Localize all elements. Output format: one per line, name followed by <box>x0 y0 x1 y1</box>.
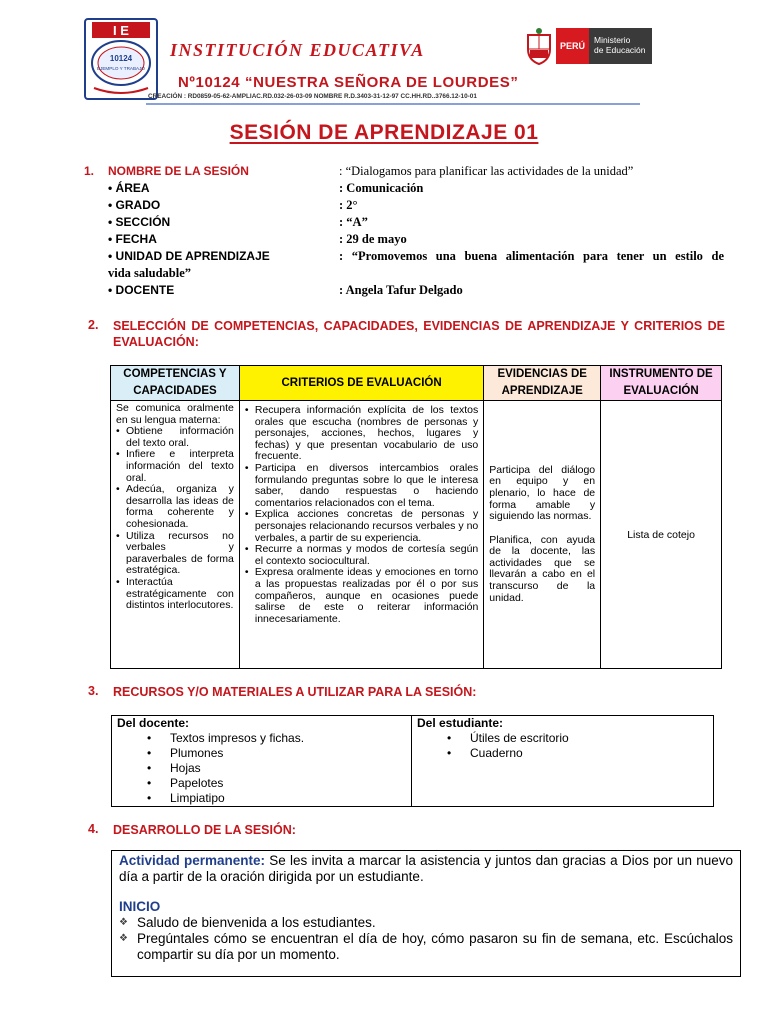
session-info <box>84 164 724 300</box>
activity-paragraph <box>119 853 733 885</box>
section-title: RECURSOS Y/O MATERIALES A UTILIZAR PARA LA SESIÓN: <box>113 685 477 699</box>
competencia-intro: Se comunica oralmente en su lengua materna: <box>116 402 234 426</box>
session-title <box>0 121 768 145</box>
letterhead <box>0 0 768 110</box>
info-label: • DOCENTE <box>108 283 175 297</box>
info-label: NOMBRE DE LA SESIÓN <box>108 164 249 178</box>
section-title: SELECCIÓN DE COMPETENCIAS, CAPACIDADES, EVIDENCIAS DE APRENDIZAJE Y CRITERIOS DE EVALUACIÓN: <box>113 319 725 349</box>
info-row-unit <box>84 249 724 283</box>
activity-text: Se les invita a marcar la asistencia y juntos dan gracias a Dios por un nuevo día a partir de la oración dirigida por un estudiante. <box>119 853 733 884</box>
info-row-section <box>84 215 724 232</box>
logo-number-text: 10124 <box>109 54 133 63</box>
student-resources-list <box>417 731 708 761</box>
list-item: • Recurre a normas y modos de cortesía según el contexto sociocultural. <box>245 544 478 567</box>
info-label: • GRADO <box>108 198 161 212</box>
logo-motto-text: EJEMPLO Y TRABAJO <box>97 66 145 71</box>
competencias-cell <box>111 401 240 669</box>
list-item: • Utiliza recursos no verbales y paraverbales de forma estratégica. <box>116 531 234 577</box>
list-item: ❖ Saludo de bienvenida a los estudiantes. <box>119 915 733 931</box>
inicio-heading: INICIO <box>119 899 161 914</box>
section-number: 3. <box>88 684 99 698</box>
list-item: • Textos impresos y fichas. <box>117 731 406 746</box>
teacher-resources-cell <box>112 716 412 807</box>
evidencia-item: Planifica, con ayuda de la docente, las actividades que se llevarán a cabo en el transcurso de la unidad. <box>489 533 596 604</box>
institution-title: INSTITUCIÓN EDUCATIVA <box>170 40 425 60</box>
list-item: • Hojas <box>117 761 406 776</box>
list-item: • Interactúa estratégicamente con distintos interlocutores. <box>116 577 234 612</box>
info-value: : “Promovemos una buena alimentación para tener un estilo de <box>339 249 724 263</box>
header-evidencias: EVIDENCIAS DE APRENDIZAJE <box>484 366 601 401</box>
inicio-list <box>119 915 733 963</box>
evidencias-cell <box>484 401 601 669</box>
info-value-continuation: vida saludable” <box>108 266 192 280</box>
instrumento-cell <box>601 401 722 669</box>
info-value: : Comunicación <box>339 181 424 195</box>
section-1-number: 1. <box>84 164 95 178</box>
info-row-date <box>84 232 724 249</box>
list-item: • Plumones <box>117 746 406 761</box>
info-row-teacher <box>84 283 724 300</box>
table-row <box>112 716 714 807</box>
ministry-name-line-2: de Educación <box>594 45 646 55</box>
info-label: • SECCIÓN <box>108 215 171 229</box>
student-resources-label: Del estudiante: <box>417 716 504 730</box>
info-value: : 29 de mayo <box>339 232 407 246</box>
session-development-box <box>111 850 741 977</box>
logo-top-text: I E <box>113 23 129 38</box>
info-label: • ÁREA <box>108 181 150 195</box>
header-competencias: COMPETENCIAS Y CAPACIDADES <box>111 366 240 401</box>
info-row-grade <box>84 198 724 215</box>
criterios-cell <box>239 401 483 669</box>
table-header-row <box>111 366 722 401</box>
list-item: • Papelotes <box>117 776 406 791</box>
ministry-name-line-1: Ministerio <box>594 35 631 45</box>
section-number: 4. <box>88 822 99 836</box>
list-item: • Cuaderno <box>417 746 708 761</box>
header-divider <box>146 103 640 105</box>
section-number: 2. <box>88 318 99 332</box>
section-title: DESARROLLO DE LA SESIÓN: <box>113 823 296 837</box>
list-item: • Infiere e interpreta información del texto oral. <box>116 449 234 484</box>
header-instrumento: INSTRUMENTO DE EVALUACIÓN <box>601 366 722 401</box>
student-resources-cell <box>412 716 714 807</box>
list-item: • Participa en diversos intercambios orales formulando preguntas sobre lo que le interesa saber, dando respuestas o haciendo comentarios relacionados con el tema. <box>245 463 478 509</box>
info-value: : Angela Tafur Delgado <box>339 283 463 297</box>
list-item: • Obtiene información del texto oral. <box>116 426 234 449</box>
creation-resolution: CREACIÓN : RD0859-05-62-AMPLIAC.RD.032-26-03-09 NOMBRE R.D.3403-31-12-97 CC.HH.RD..3766.12-10-01 <box>148 93 477 100</box>
info-row-name <box>84 164 724 181</box>
info-value: : 2° <box>339 198 358 212</box>
teacher-resources-label: Del docente: <box>117 716 190 730</box>
school-crest-logo <box>84 18 158 100</box>
info-value: : “A” <box>339 215 368 229</box>
info-value: : “Dialogamos para planificar las actividades de la unidad” <box>339 164 634 178</box>
header-criterios: CRITERIOS DE EVALUACIÓN <box>239 366 483 401</box>
criterios-list <box>245 405 478 625</box>
capacidades-list <box>116 426 234 612</box>
info-label: • UNIDAD DE APRENDIZAJE <box>108 249 270 263</box>
resources-table <box>111 715 714 807</box>
instrumento-value: Lista de cotejo <box>627 528 695 541</box>
competencies-table <box>110 365 722 669</box>
activity-label: Actividad permanente: <box>119 853 266 868</box>
list-item: • Útiles de escritorio <box>417 731 708 746</box>
peru-coat-of-arms-icon <box>524 27 554 65</box>
school-name: Nº10124 “NUESTRA SEÑORA DE LOURDES” <box>178 74 519 91</box>
info-label: • FECHA <box>108 232 157 246</box>
info-row-area <box>84 181 724 198</box>
list-item: • Expresa oralmente ideas y emociones en torno a las propuestas realizadas por él o por sus compañeros, aunque en ocasiones puede salirse de este o reiterar información innecesariamente. <box>245 567 478 625</box>
ministry-name <box>589 28 652 64</box>
list-item: • Explica acciones concretas de personas y personajes relacionando recursos verbales y no verbales, a partir de su experiencia. <box>245 509 478 544</box>
list-item: • Recupera información explícita de los textos orales que escucha (nombres de personas y personajes, acciones, hechos, lugares y fechas) y que presentan vocabulario de uso frecuente. <box>245 405 478 463</box>
list-item: ❖ Pregúntales cómo se encuentran el día de hoy, cómo pasaron su fin de semana, etc. Escúchalos compartir su día por un momento. <box>119 931 733 963</box>
teacher-resources-list <box>117 731 406 806</box>
list-item: • Limpiatipo <box>117 791 406 806</box>
evidencia-item: Participa del diálogo en equipo y en plenario, lo hace de forma amable y siguiendo las normas. <box>489 463 596 523</box>
peru-label: PERÚ <box>556 28 589 64</box>
list-item: • Adecúa, organiza y desarrolla las ideas de forma coherente y cohesionada. <box>116 484 234 530</box>
table-row <box>111 401 722 669</box>
session-title-text: SESIÓN DE APRENDIZAJE 01 <box>229 121 539 144</box>
ministry-logo <box>556 28 652 64</box>
